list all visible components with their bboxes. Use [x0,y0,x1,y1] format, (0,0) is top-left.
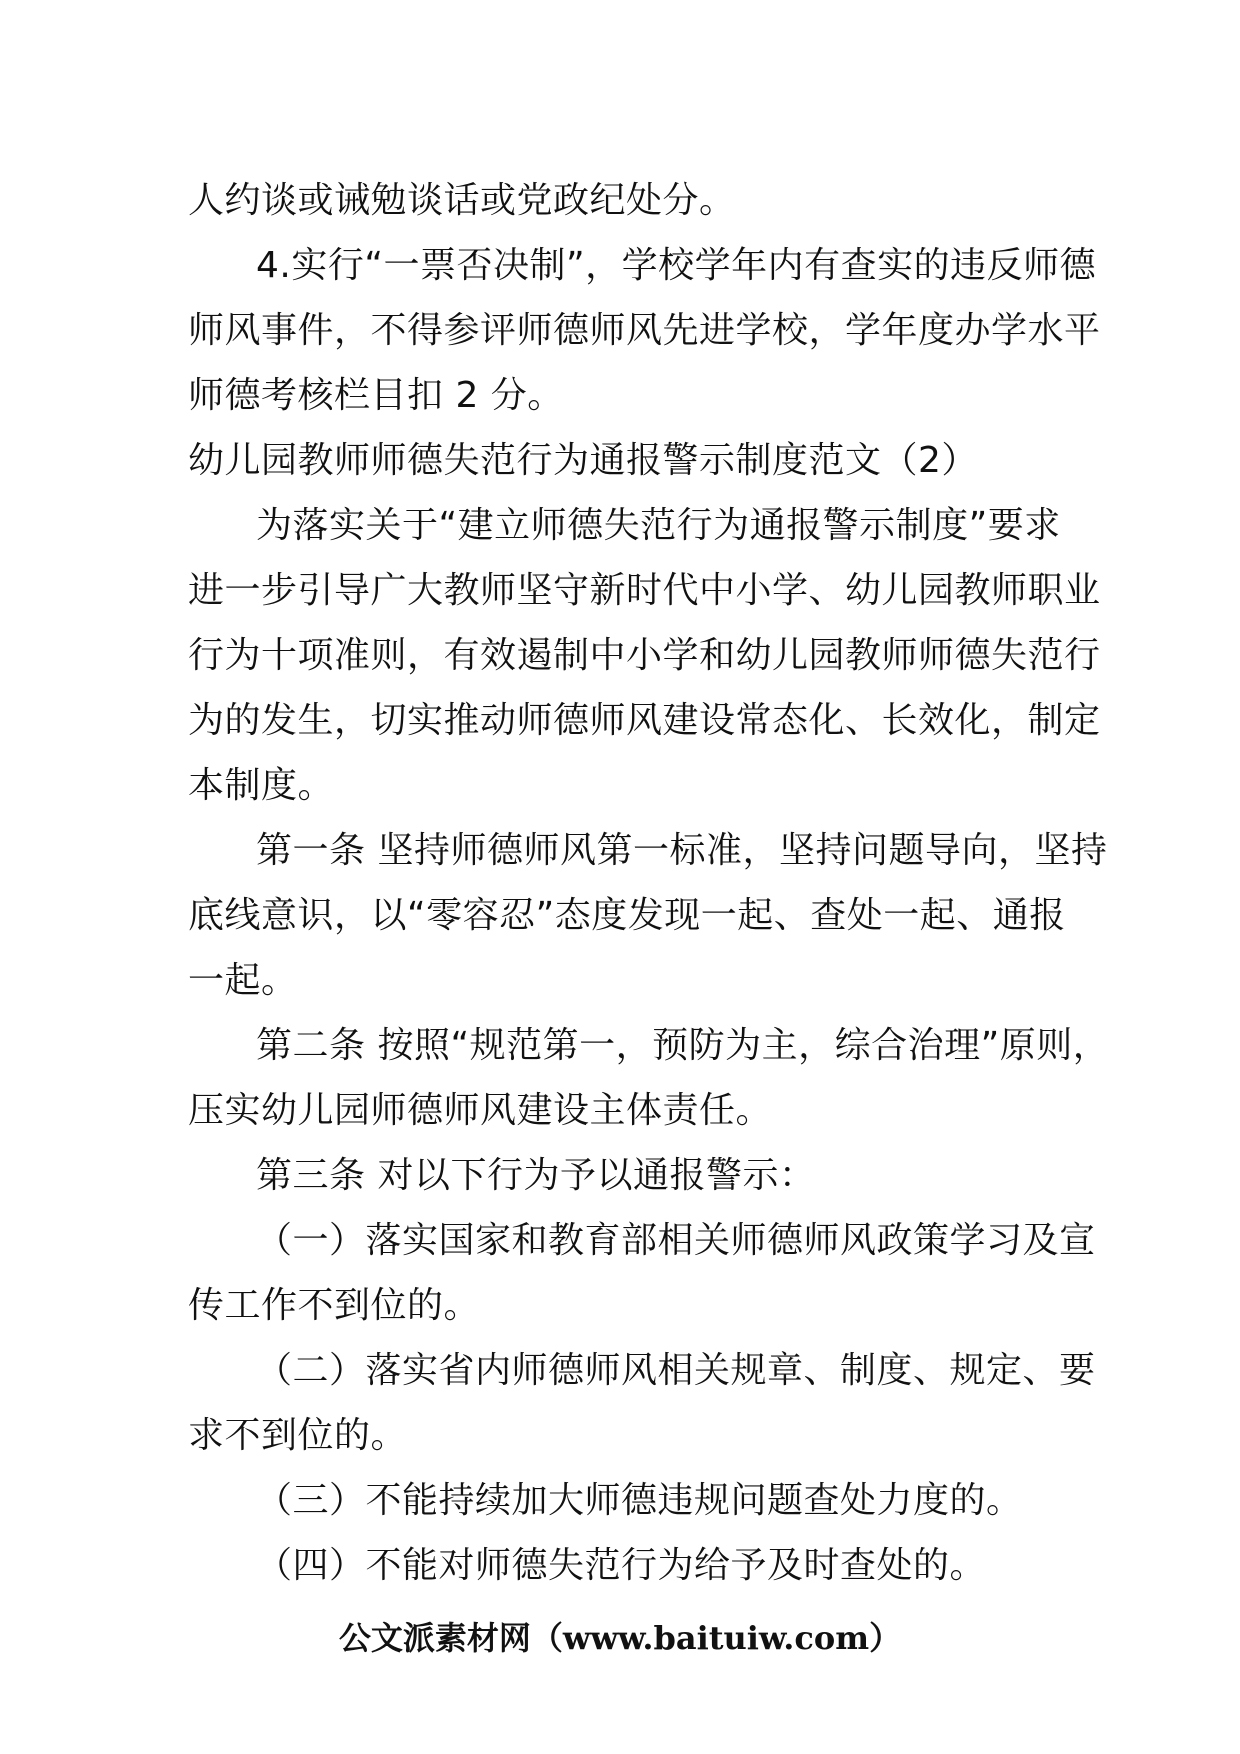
text-line: （一）落实国家和教育部相关师德师风政策学习及宣 [256,1220,1096,1261]
text-line: 行为十项准则，有效遏制中小学和幼儿园教师师德失范行 [188,635,1101,676]
text-line: 为落实关于“建立师德失范行为通报警示制度”要求 [256,505,1061,546]
text-line: 为的发生，切实推动师德师风建设常态化、长效化，制定 [188,700,1101,741]
text-line: 压实幼儿园师德师风建设主体责任。 [188,1090,773,1131]
text-line: 底线意识，以“零容忍”态度发现一起、查处一起、通报 [188,895,1066,936]
text-line: 一起。 [188,960,298,1001]
text-line: 传工作不到位的。 [188,1285,481,1326]
text-line: （四）不能对师德失范行为给予及时查处的。 [256,1545,987,1586]
text-line: 求不到位的。 [188,1415,408,1456]
text-line: 人约谈或诫勉谈话或党政纪处分。 [188,180,736,221]
text-line: 本制度。 [188,765,335,806]
text-line: 第一条 坚持师德师风第一标准，坚持问题导向，坚持 [256,830,1108,871]
text-line: 4.实行“一票否决制”，学校学年内有查实的违反师德 [256,245,1097,286]
text-line: 进一步引导广大教师坚守新时代中小学、幼儿园教师职业 [188,570,1101,611]
text-line: 第二条 按照“规范第一，预防为主，综合治理”原则， [256,1025,1110,1066]
text-line: 师风事件，不得参评师德师风先进学校，学年度办学水平 [188,310,1101,351]
section-heading: 幼儿园教师师德失范行为通报警示制度范文（2） [188,440,978,481]
footer-watermark: 公文派素材网（www.baituiw.com） [338,1619,902,1657]
text-line: （二）落实省内师德师风相关规章、制度、规定、要 [256,1350,1096,1391]
text-line: （三）不能持续加大师德违规问题查处力度的。 [256,1480,1023,1521]
text-line: 第三条 对以下行为予以通报警示： [256,1155,816,1196]
text-line: 师德考核栏目扣 2 分。 [188,375,564,416]
